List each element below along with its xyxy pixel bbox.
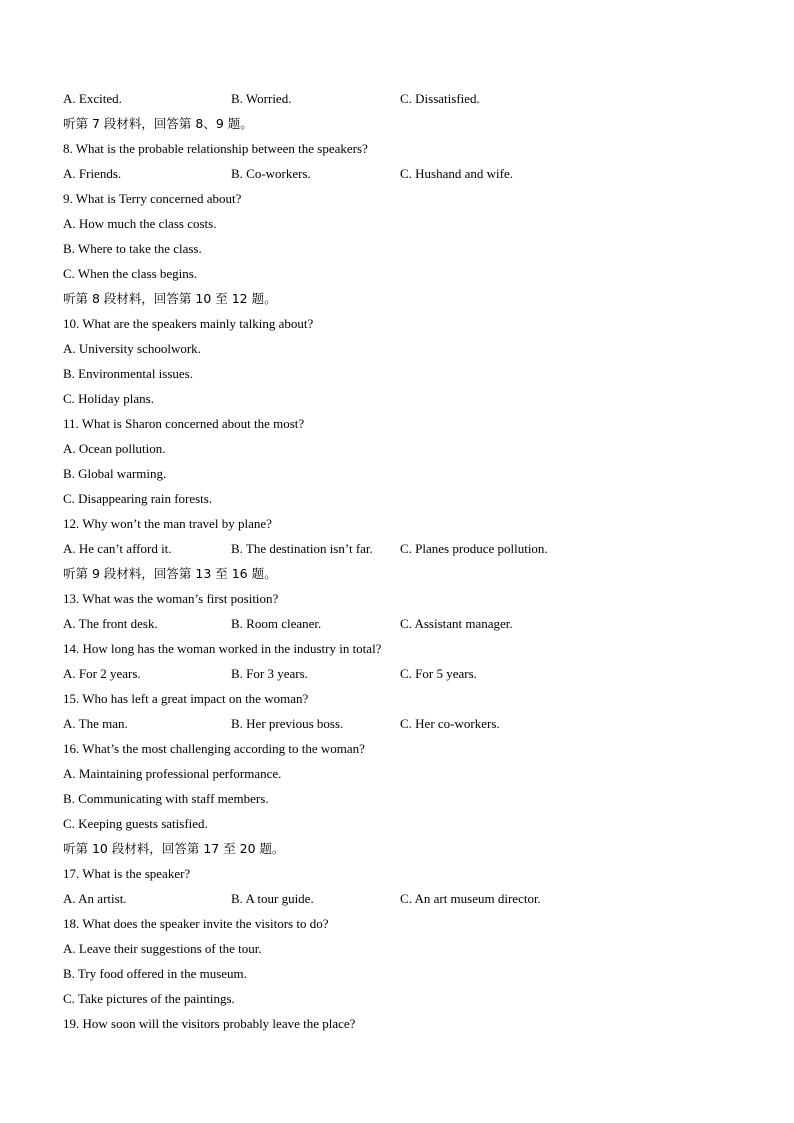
answer-option: A. How much the class costs.	[63, 216, 217, 231]
answer-option: B. Where to take the class.	[63, 241, 202, 256]
answer-option: C. An art museum director.	[400, 891, 541, 906]
answer-option: A. Ocean pollution.	[63, 441, 166, 456]
answer-option: A. Friends.	[63, 166, 122, 181]
exam-page	[63, 88, 743, 1038]
answer-option: C. Keeping guests satisfied.	[63, 816, 208, 831]
section-instruction: 听第 8 段材料，回答第 10 至 12 题。	[63, 291, 277, 306]
answer-option: B. A tour guide.	[231, 891, 314, 906]
answer-option: A. Maintaining professional performance.	[63, 766, 282, 781]
answer-option: B. For 3 years.	[231, 666, 308, 681]
answer-option: C. Take pictures of the paintings.	[63, 991, 235, 1006]
answer-option: B. Environmental issues.	[63, 366, 193, 381]
option-row	[63, 163, 743, 188]
answer-option: A. He can’t afford it.	[63, 541, 172, 556]
answer-option: A. Excited.	[63, 91, 122, 106]
answer-option: C. Assistant manager.	[400, 616, 513, 631]
answer-option: C. Dissatisfied.	[400, 91, 480, 106]
question-text: 14. How long has the woman worked in the industry in total?	[63, 641, 382, 656]
option-row	[63, 88, 743, 113]
option-row	[63, 538, 743, 563]
answer-option: C. Hushand and wife.	[400, 166, 514, 181]
question-text: 19. How soon will the visitors probably leave the place?	[63, 1016, 356, 1031]
question-text: 18. What does the speaker invite the visitors to do?	[63, 916, 329, 931]
option-row	[63, 663, 743, 688]
answer-option: B. Try food offered in the museum.	[63, 966, 247, 981]
question-text: 9. What is Terry concerned about?	[63, 191, 242, 206]
question-text: 10. What are the speakers mainly talking about?	[63, 316, 314, 331]
question-text: 16. What’s the most challenging according to the woman?	[63, 741, 365, 756]
answer-option: A. For 2 years.	[63, 666, 141, 681]
answer-option: C. Holiday plans.	[63, 391, 154, 406]
section-instruction: 听第 7 段材料，回答第 8、9 题。	[63, 116, 253, 131]
question-text: 13. What was the woman’s first position?	[63, 591, 279, 606]
question-text: 8. What is the probable relationship between the speakers?	[63, 141, 368, 156]
answer-option: A. The front desk.	[63, 616, 158, 631]
answer-option: A. The man.	[63, 716, 128, 731]
answer-option: C. Planes produce pollution.	[400, 541, 548, 556]
answer-option: B. The destination isn’t far.	[231, 541, 373, 556]
answer-option: B. Worried.	[231, 91, 292, 106]
question-text: 12. Why won’t the man travel by plane?	[63, 516, 272, 531]
answer-option: C. Disappearing rain forests.	[63, 491, 213, 506]
answer-option: B. Room cleaner.	[231, 616, 322, 631]
option-row	[63, 613, 743, 638]
answer-option: A. University schoolwork.	[63, 341, 201, 356]
question-text: 15. Who has left a great impact on the woman?	[63, 691, 309, 706]
answer-option: A. An artist.	[63, 891, 127, 906]
answer-option: C. For 5 years.	[400, 666, 477, 681]
section-instruction: 听第 9 段材料，回答第 13 至 16 题。	[63, 566, 277, 581]
answer-option: C. Her co-workers.	[400, 716, 500, 731]
answer-option: B. Co-workers.	[231, 166, 311, 181]
answer-option: B. Communicating with staff members.	[63, 791, 269, 806]
answer-option: B. Global warming.	[63, 466, 167, 481]
question-text: 17. What is the speaker?	[63, 866, 191, 881]
answer-option: C. When the class begins.	[63, 266, 198, 281]
answer-option: A. Leave their suggestions of the tour.	[63, 941, 262, 956]
section-instruction: 听第 10 段材料，回答第 17 至 20 题。	[63, 841, 285, 856]
option-row	[63, 888, 743, 913]
question-text: 11. What is Sharon concerned about the most?	[63, 416, 305, 431]
option-row	[63, 713, 743, 738]
answer-option: B. Her previous boss.	[231, 716, 344, 731]
